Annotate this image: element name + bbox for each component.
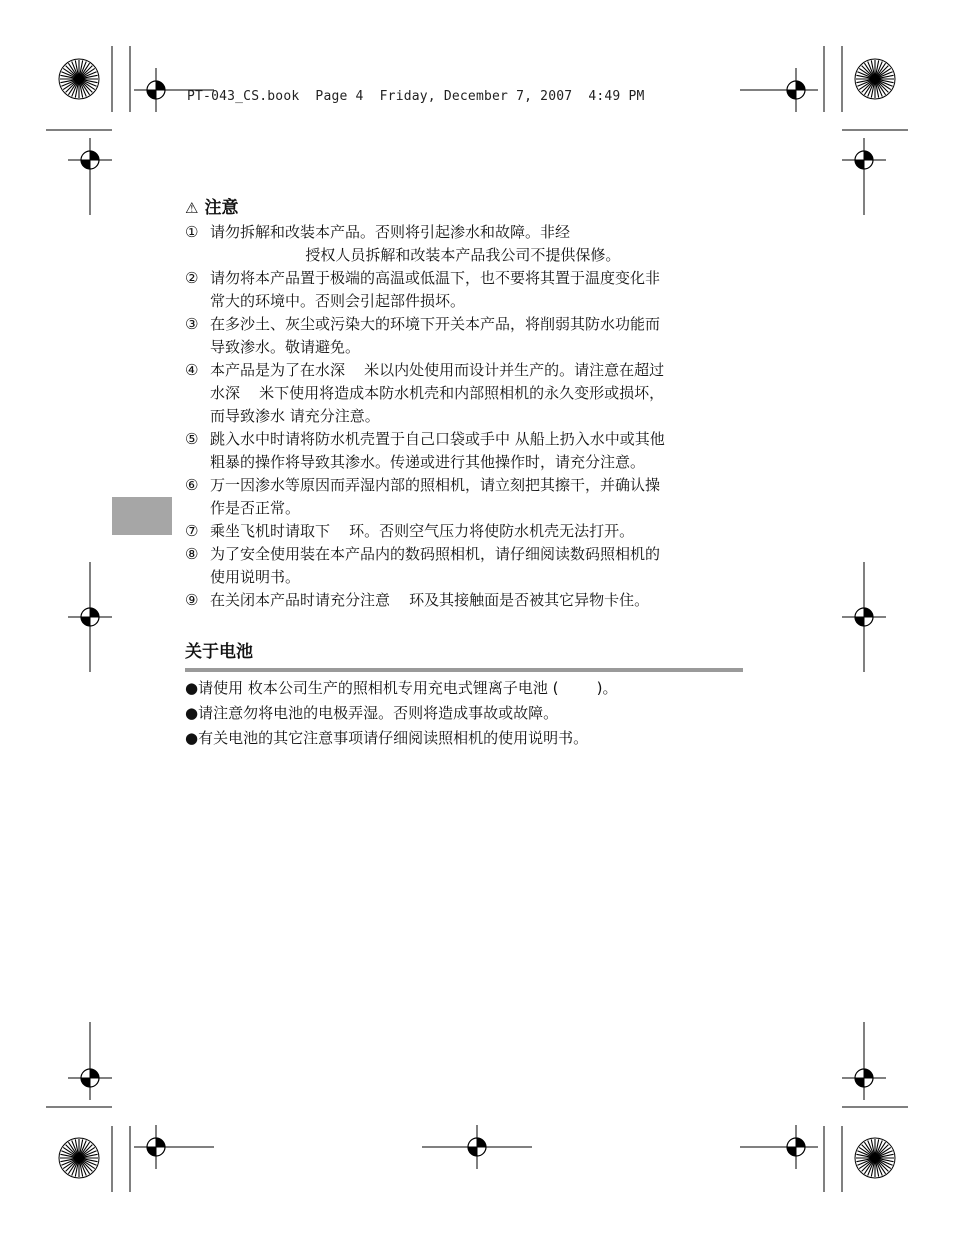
caution-item [185,474,745,520]
warning-triangle-icon: ⚠ [185,199,199,217]
caution-item [185,520,745,543]
item-text: 万一因渗水等原因而弄湿内部的照相机，请立刻把其擦干，并确认操 作是否正常。 [210,476,661,517]
battery-heading: 关于电池 [185,640,743,672]
item-text: 跳入水中时请将防水机壳置于自己口袋或手中 从船上扔入水中或其他 粗暴的操作将导致其渗水。传递或进行其他操作时，请充分注意。 [210,430,665,471]
caution-item [185,589,745,612]
item-number: ⑥ [185,476,199,494]
caution-list [185,221,745,612]
item-text: 为了安全使用装在本产品内的数码照相机，请仔细阅读数码照相机的 使用说明书。 [210,545,661,586]
item-number: ⑤ [185,430,199,448]
battery-bullet: ●请使用 枚本公司生产的照相机专用充电式锂离子电池 ( )。 [185,679,618,697]
caution-item [185,359,745,428]
item-text: 请勿拆解和改装本产品。否则将引起渗水和故障。非经 授权人员拆解和改装本产品我公司不提供保修。 [210,223,621,264]
caution-item [185,221,745,267]
chapter-tab [112,497,172,535]
item-text: 乘坐飞机时请取下 环。否则空气压力将使防水机壳无法打开。 [210,522,635,540]
caution-heading [185,195,745,221]
item-number: ① [185,223,199,241]
item-text: 在多沙土、灰尘或污染大的环境下开关本产品，将削弱其防水功能而 导致渗水。敬请避免。 [210,315,661,356]
item-number: ⑧ [185,545,199,563]
item-number: ② [185,269,199,287]
item-number: ④ [185,361,199,379]
battery-bullet: ●请注意勿将电池的电极弄湿。否则将造成事故或故障。 [185,704,559,722]
caution-title: 注意 [204,198,239,218]
item-number: ⑦ [185,522,199,540]
item-number: ③ [185,315,199,333]
caution-item [185,313,745,359]
item-text: 在关闭本产品时请充分注意 环及其接触面是否被其它异物卡住。 [210,591,650,609]
battery-bullet: ●有关电池的其它注意事项请仔细阅读照相机的使用说明书。 [185,729,589,747]
caution-item [185,267,745,313]
item-text: 请勿将本产品置于极端的高温或低温下，也不要将其置于温度变化非 常大的环境中。否则会引起部件损坏。 [210,269,661,310]
item-text: 本产品是为了在水深 米以内处使用而设计并生产的。请注意在超过 水深 米下使用将造成本防水机壳和内部照相机的永久变形或损坏， 而导致渗水 请充分注意。 [210,361,665,425]
item-number: ⑨ [185,591,199,609]
book-header: PT-043_CS.book Page 4 Friday, December 7, 2007 4:49 PM [187,89,645,104]
caution-item [185,543,745,589]
battery-list [185,676,745,751]
page-content [185,195,745,751]
caution-item [185,428,745,474]
